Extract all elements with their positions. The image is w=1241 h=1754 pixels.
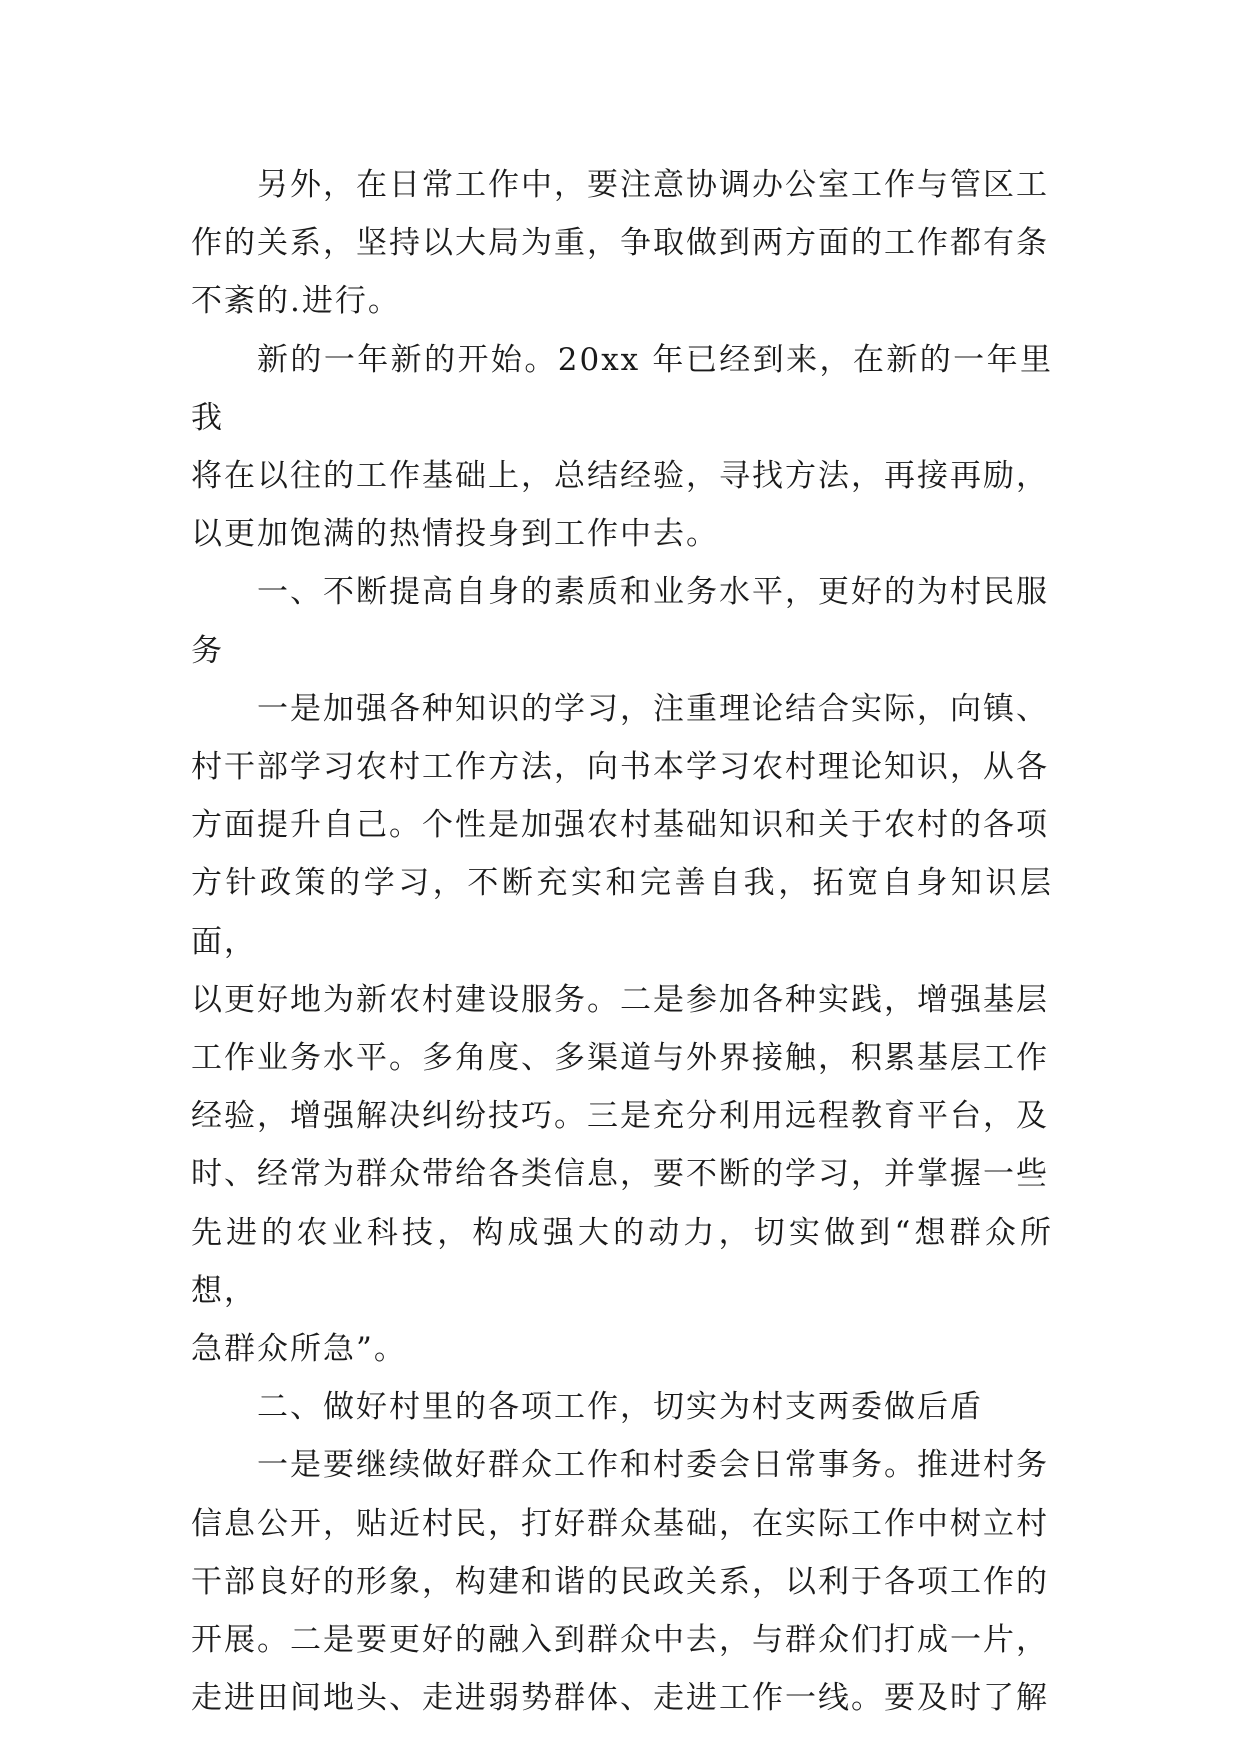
section-heading-two: 二、做好村里的各项工作，切实为村支两委做后盾 xyxy=(257,1389,983,1426)
paragraph-learning: 一是加强各种知识的学习，注重理论结合实际，向镇、 村干部学习农村工作方法，向书本学习农村理论知识，从各 方面提升自己。个性是加强农村基础知识和关于农村的各项 方针政策的学习，不断充实和完善自我，拓宽自身知识层面， 以更好地为新农村建设服务。二是参加各种实践，增强基层 工作业务水平。多角度、多渠道与外界接触，积累基层工作 经验，增强解决纠纷技巧。三是充分利用远程教育平台，及 时、经常为群众带给各类信息，要不断的学习，并掌握一些 先进的农业科技，构成强大的动力，切实做到“想群众所想， 急群众所急”。 xyxy=(191,690,1053,1368)
paragraph-coordination: 另外，在日常工作中，要注意协调办公室工作与管区工 作的关系，坚持以大局为重，争取做到两方面的工作都有条 不紊的.进行。 xyxy=(191,167,1049,320)
section-heading-one: 一、不断提高自身的素质和业务水平，更好的为村民服 务 xyxy=(191,574,1049,669)
paragraph-village-work: 一是要继续做好群众工作和村委会日常事务。推进村务 信息公开，贴近村民，打好群众基础，在实际工作中树立村 干部良好的形象，构建和谐的民政关系，以利于各项工作的 开展。二是要更好的融入到群众中去，与群众们打成一片， 走进田间地头、走进弱势群体、走进工作一线。要及时了解 xyxy=(191,1447,1049,1717)
paragraph-new-year: 新的一年新的开始。20xx 年已经到来，在新的一年里我 将在以往的工作基础上，总结经验，寻找方法，再接再励， 以更加饱满的热情投身到工作中去。 xyxy=(191,341,1053,553)
document-body xyxy=(191,156,1053,1727)
